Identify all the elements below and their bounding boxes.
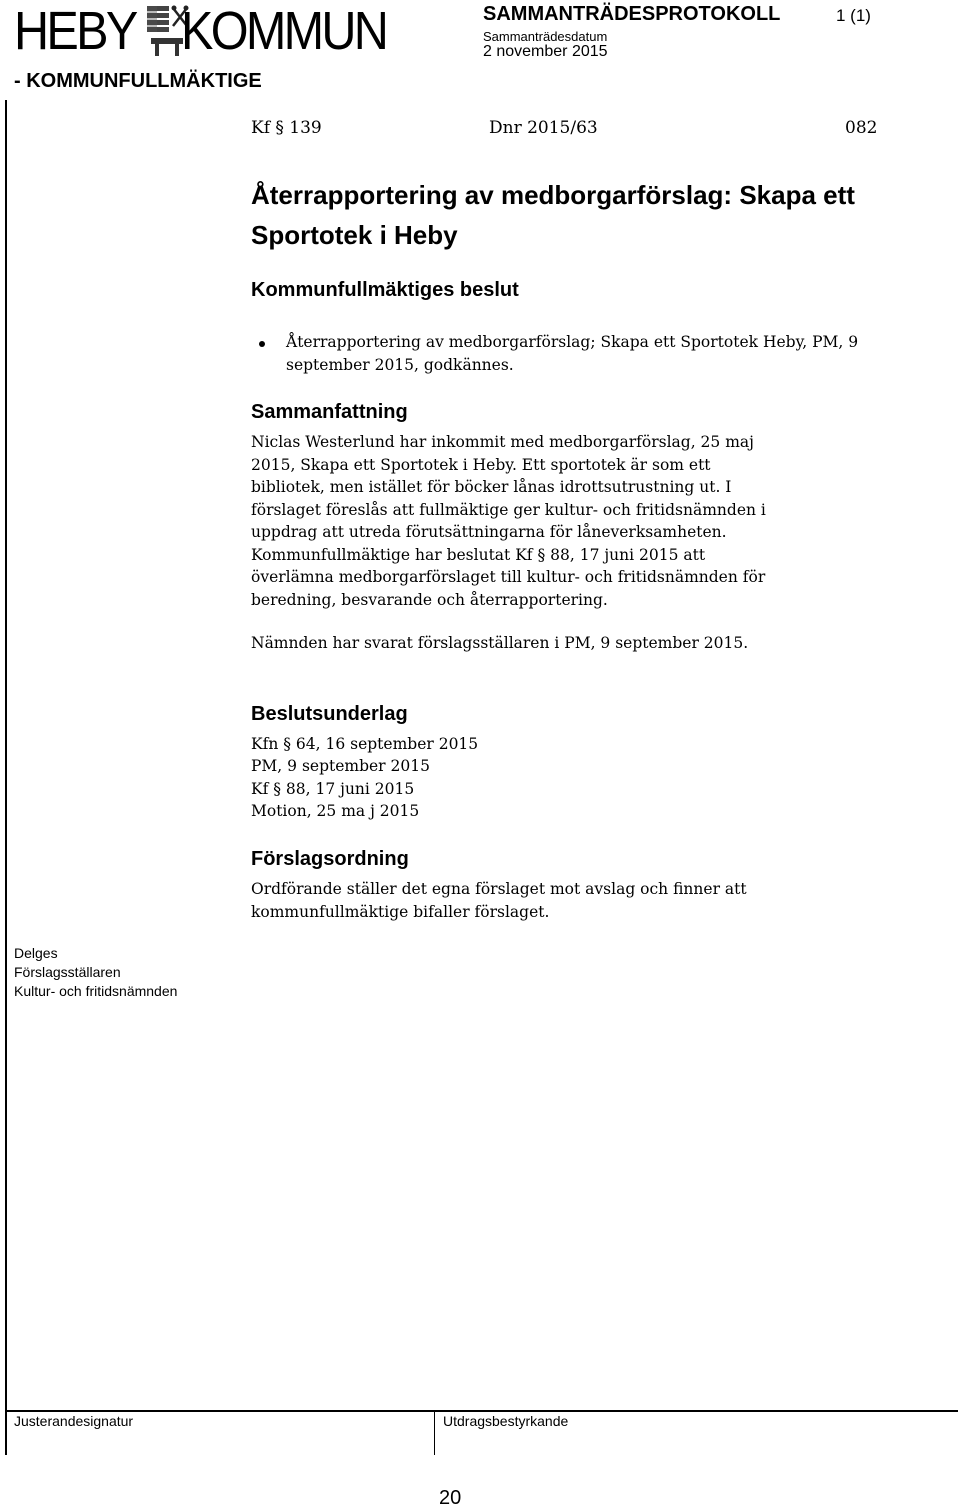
meeting-date-label: Sammanträdesdatum [483, 29, 608, 44]
basis-item: Motion, 25 ma j 2015 [251, 802, 420, 820]
basis-item: Kfn § 64, 16 september 2015 [251, 735, 479, 753]
decision-bullet-line-2: september 2015, godkännes. [286, 356, 514, 374]
decision-heading: Kommunfullmäktiges beslut [251, 279, 519, 301]
proposal-line-2: kommunfullmäktige bifaller förslaget. [251, 903, 550, 921]
decision-bullet-line-1: Återrapportering av medborgarförslag; Skapa ett Sportotek Heby, PM, 9 [286, 333, 859, 351]
basis-item: PM, 9 september 2015 [251, 757, 430, 775]
distribution-list [14, 944, 177, 1001]
assembly-name: - KOMMUNFULLMÄKTIGE [14, 70, 262, 92]
diary-number: Dnr 2015/63 [489, 118, 598, 138]
distribution-label: Delges [14, 945, 58, 961]
meeting-date: 2 november 2015 [483, 43, 608, 60]
distribution-recipient: Förslagsställaren [14, 964, 121, 980]
summary-line: förslaget föreslås att fullmäktige ger kultur- och fritidsnämnden i [251, 501, 766, 519]
summary-line: beredning, besvarande och återrapportering. [251, 591, 608, 609]
summary-line: överlämna medborgarförslaget till kultur- och fritidsnämnden för [251, 568, 766, 586]
summary-line: Kommunfullmäktige har beslutat Kf § 88, 17 juni 2015 att [251, 546, 706, 564]
adjuster-signature-label: Justerandesignatur [14, 1413, 134, 1429]
summary-reply: Nämnden har svarat förslagsställaren i PM, 9 september 2015. [251, 634, 749, 652]
distribution-recipient: Kultur- och fritidsnämnden [14, 983, 178, 999]
proposal-line-1: Ordförande ställer det egna förslaget mot avslag och finner att [251, 880, 747, 898]
page-number: 20 [439, 1487, 462, 1509]
summary-heading: Sammanfattning [251, 401, 408, 423]
summary-line: 2015, Skapa ett Sportotek i Heby. Ett sportotek är som ett [251, 456, 711, 474]
case-number: 082 [845, 118, 878, 138]
logo-kommun-text: KOMMUN [181, 1, 387, 61]
logo-heby-text: HEBY [14, 1, 136, 61]
bullet-icon [259, 341, 265, 347]
page-title: Återrapportering av medborgarförslag: Skapa ett Sportotek i Heby [251, 180, 855, 250]
proposal-heading: Förslagsordning [251, 848, 409, 870]
signature-divider [434, 1410, 435, 1455]
document-type: SAMMANTRÄDESPROTOKOLL [483, 3, 781, 25]
page-indicator: 1 (1) [836, 6, 871, 25]
basis-item: Kf § 88, 17 juni 2015 [251, 780, 415, 798]
summary-line: uppdrag att utreda förutsättningarna för låneverksamheten. [251, 523, 727, 541]
basis-heading: Beslutsunderlag [251, 703, 408, 725]
extract-certification-label: Utdragsbestyrkande [443, 1413, 569, 1429]
signature-rule [5, 1410, 958, 1412]
left-margin-rule [5, 100, 7, 1455]
summary-line: Niclas Westerlund har inkommit med medborgarförslag, 25 maj [251, 433, 754, 451]
heby-kommun-logo [14, 1, 409, 61]
paragraph-reference: Kf § 139 [251, 118, 322, 138]
summary-line: bibliotek, men istället för böcker lånas idrottsutrustning ut. I [251, 478, 732, 496]
